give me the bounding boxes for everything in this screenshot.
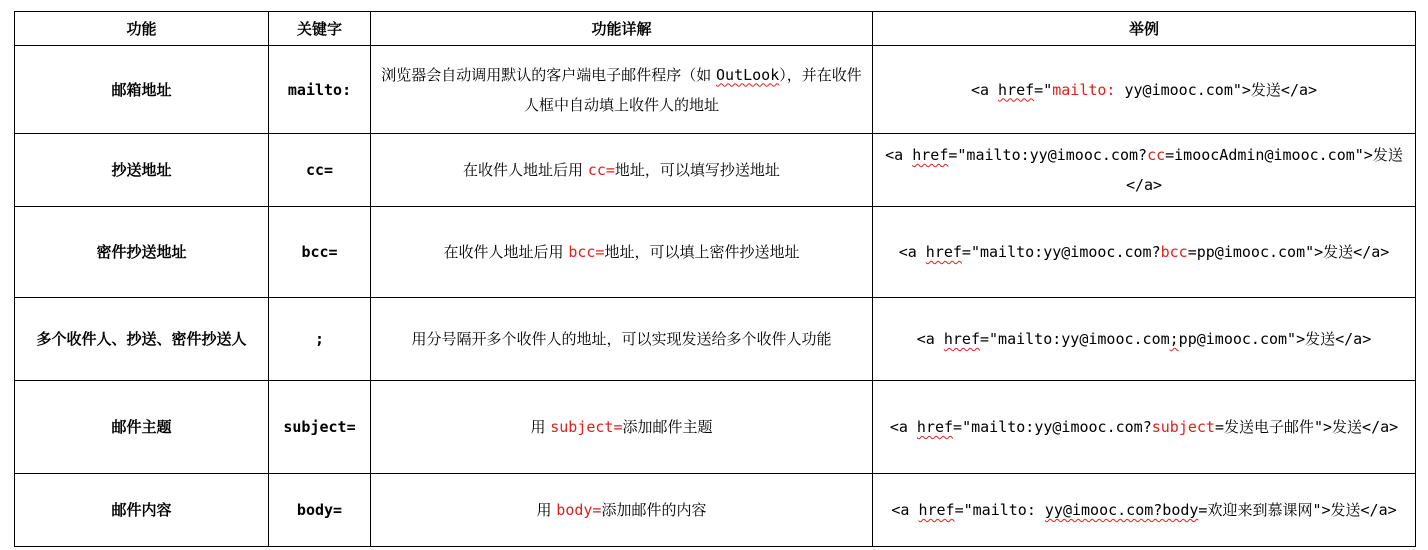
detail-highlight: cc= [587, 161, 615, 179]
detail-cell [371, 381, 873, 474]
detail-cell [371, 207, 873, 298]
example-highlight: mailto: [1052, 80, 1116, 99]
example-text: ="mailto:yy@imooc.com? [953, 418, 1152, 436]
function-cell: 邮件内容 [15, 474, 269, 547]
detail-text: 添加邮件的内容 [601, 501, 707, 519]
detail-text: 用 [530, 418, 551, 436]
detail-text: 在收件人地址后用 [443, 243, 569, 261]
example-text: <a [891, 501, 919, 519]
example-cell [873, 298, 1416, 381]
example-separator: ; [1169, 330, 1179, 348]
detail-cell [371, 46, 873, 134]
function-cell: 抄送地址 [15, 134, 269, 207]
detail-text: 添加邮件主题 [622, 418, 713, 436]
header-keyword: 关键字 [269, 12, 371, 46]
example-text: <a [970, 80, 999, 99]
detail-highlight: subject= [550, 418, 623, 436]
keyword-cell: body= [269, 474, 371, 547]
example-href: href [918, 501, 955, 519]
example-cell [873, 46, 1416, 134]
example-text: <a [916, 330, 944, 348]
header-function: 功能 [15, 12, 269, 46]
table-row [15, 207, 1416, 298]
example-text: =欢迎来到慕课网">发送</a> [1198, 501, 1397, 519]
example-href: href [998, 80, 1035, 99]
mailto-reference-table [14, 11, 1416, 547]
detail-text: 用 [536, 501, 557, 519]
example-href: href [912, 146, 949, 164]
table-row [15, 474, 1416, 547]
keyword-cell: subject= [269, 381, 371, 474]
example-text: ="mailto:yy@imooc.com [979, 330, 1170, 348]
table-row [15, 46, 1416, 134]
detail-outlook: OutLook [716, 65, 780, 84]
keyword-cell: bcc= [269, 207, 371, 298]
example-highlight: bcc [1160, 243, 1188, 261]
table-row [15, 134, 1416, 207]
detail-highlight: body= [556, 501, 602, 519]
detail-highlight: bcc= [568, 243, 605, 261]
detail-cell: 用分号隔开多个收件人的地址，可以实现发送给多个收件人功能 [371, 298, 873, 381]
example-href: href [925, 243, 962, 261]
example-text: ="mailto:yy@imooc.com? [961, 243, 1161, 261]
keyword-cell: mailto: [269, 46, 371, 134]
example-text: <a [889, 418, 917, 436]
example-text: <a [898, 243, 926, 261]
detail-text: 浏览器会自动调用默认的客户端电子邮件程序（如 [381, 65, 717, 84]
detail-text: 地址，可以填写抄送地址 [614, 161, 780, 179]
function-cell: 密件抄送地址 [15, 207, 269, 298]
example-text: =pp@imooc.com">发送</a> [1187, 243, 1390, 261]
table-row [15, 381, 1416, 474]
example-text: ="mailto:yy@imooc.com? [948, 146, 1148, 164]
keyword-cell: ; [269, 298, 371, 381]
example-address: yy@imooc.com?body [1044, 501, 1199, 519]
example-text: =发送电子邮件">发送</a> [1214, 418, 1399, 436]
example-cell [873, 207, 1416, 298]
header-example: 举例 [873, 12, 1416, 46]
function-cell: 邮箱地址 [15, 46, 269, 134]
table-row [15, 298, 1416, 381]
example-cell [873, 134, 1416, 207]
example-cell [873, 474, 1416, 547]
detail-text: ），并在收件人框中自动填上收件人的地址 [523, 65, 862, 114]
detail-cell [371, 134, 873, 207]
example-text: =" [1034, 80, 1053, 99]
function-cell: 多个收件人、抄送、密件抄送人 [15, 298, 269, 381]
keyword-cell: cc= [269, 134, 371, 207]
example-highlight: subject [1151, 418, 1215, 436]
example-text: ="mailto: [954, 501, 1045, 519]
example-highlight: cc [1147, 146, 1166, 164]
example-text: yy@imooc.com">发送</a> [1115, 80, 1318, 99]
header-row [15, 12, 1416, 46]
example-href: href [916, 418, 954, 436]
example-href: href [943, 330, 980, 348]
header-detail: 功能详解 [371, 12, 873, 46]
example-text: =imoocAdmin@imooc.com">发送</a> [1125, 146, 1403, 194]
example-text: <a [885, 146, 913, 164]
example-cell [873, 381, 1416, 474]
example-text: pp@imooc.com">发送</a> [1178, 330, 1372, 348]
detail-text: 在收件人地址后用 [463, 161, 588, 179]
function-cell: 邮件主题 [15, 381, 269, 474]
detail-cell [371, 474, 873, 547]
detail-text: 地址，可以填上密件抄送地址 [604, 243, 800, 261]
